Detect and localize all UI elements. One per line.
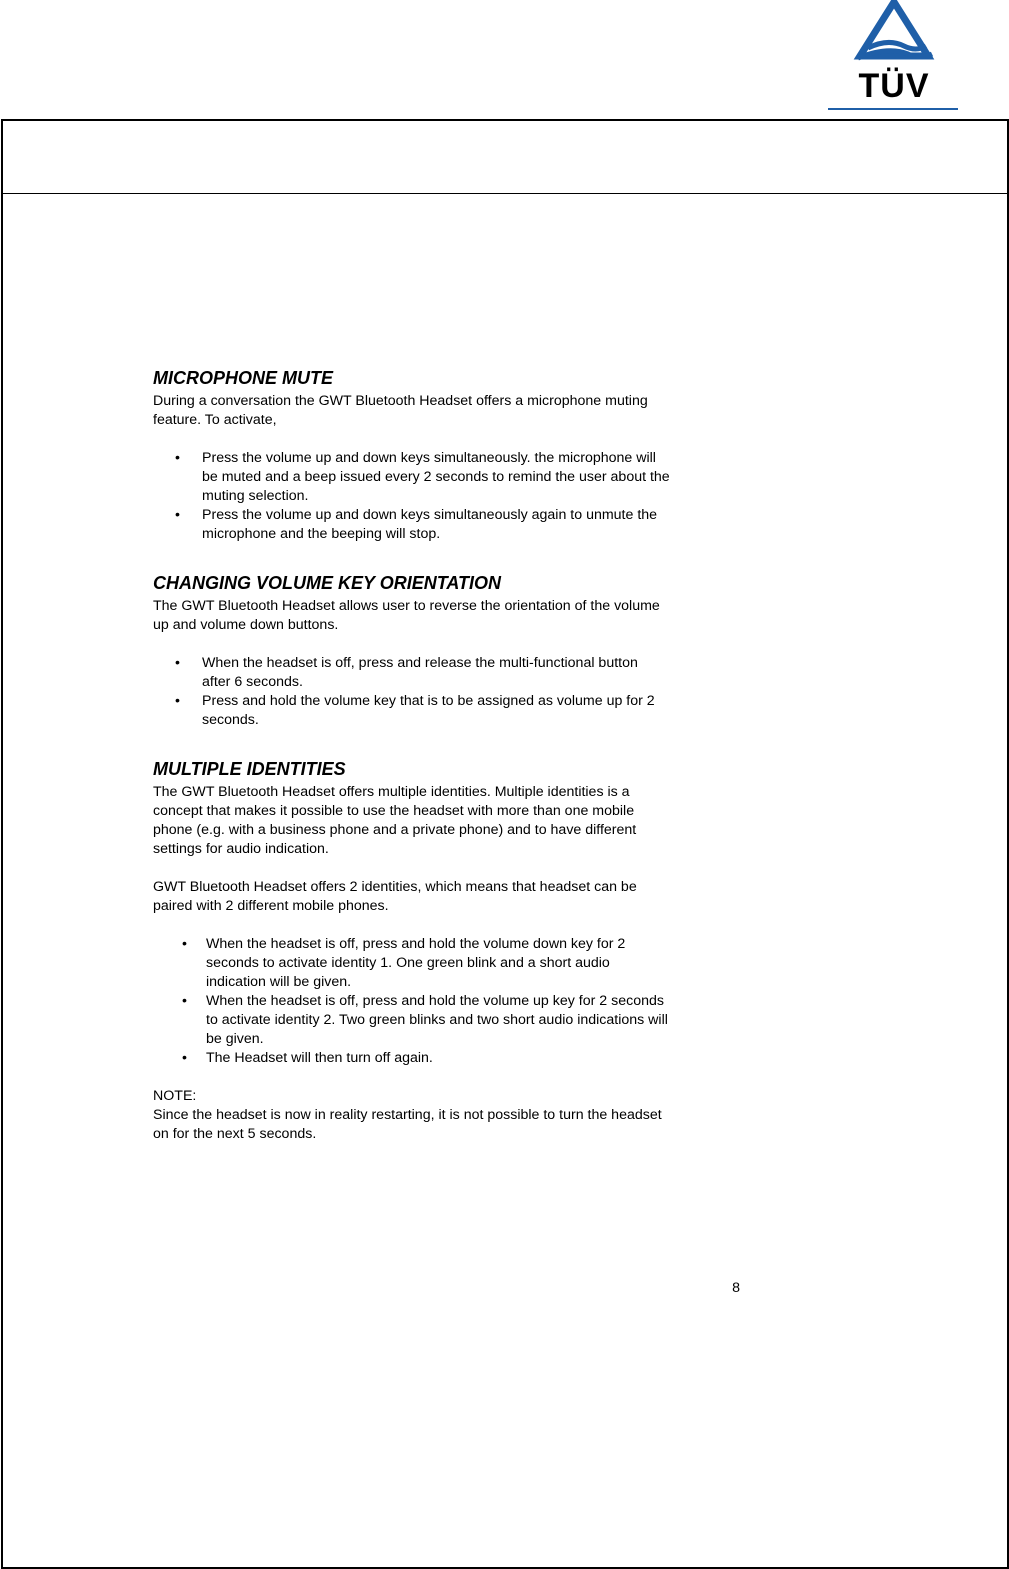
- bullet-list: [153, 449, 753, 544]
- bullet-icon: •: [175, 655, 180, 671]
- paragraph-line: concept that makes it possible to use the headset with more than one mobile: [153, 803, 635, 819]
- tuv-logo: [828, 0, 960, 112]
- header-band: [3, 121, 1007, 194]
- bullet-icon: •: [182, 993, 187, 1009]
- bullet-icon: •: [182, 1050, 187, 1066]
- bullet-icon: •: [182, 936, 187, 952]
- bullet-icon: •: [175, 693, 180, 709]
- tuv-logo-text: TÜV: [858, 67, 930, 105]
- paragraph-line: paired with 2 different mobile phones.: [153, 898, 389, 914]
- section-microphone-mute: [153, 366, 753, 544]
- bullet-list: [153, 654, 753, 730]
- list-item: • Press the volume up and down keys simultaneously again to unmute the microphone and the beeping will stop.: [175, 507, 658, 542]
- paragraph-line: The GWT Bluetooth Headset offers multiple identities. Multiple identities is a: [153, 784, 630, 800]
- list-item: • Press the volume up and down keys simultaneously. the microphone will be muted and a beep issued every 2 seconds to remind the user about the muting selection.: [175, 450, 670, 504]
- note-line: Since the headset is now in reality restarting, it is not possible to turn the headset: [153, 1107, 662, 1123]
- section-multiple-identities: [153, 757, 753, 1144]
- section-heading: MULTIPLE IDENTITIES: [153, 759, 346, 779]
- paragraph-line: settings for audio indication.: [153, 841, 329, 857]
- section-volume-key-orientation: [153, 571, 753, 730]
- list-item: • When the headset is off, press and release the multi-functional button after 6 seconds.: [175, 655, 638, 690]
- bullet-icon: •: [175, 450, 180, 466]
- document-body: [153, 366, 753, 1144]
- section-heading: CHANGING VOLUME KEY ORIENTATION: [153, 573, 502, 593]
- note-line: on for the next 5 seconds.: [153, 1126, 317, 1142]
- paragraph-line: GWT Bluetooth Headset offers 2 identities, which means that headset can be: [153, 879, 637, 895]
- bullet-icon: •: [175, 507, 180, 523]
- list-item: • The Headset will then turn off again.: [182, 1050, 433, 1066]
- paragraph-line: The GWT Bluetooth Headset allows user to reverse the orientation of the volume: [153, 598, 660, 614]
- paragraph-line: phone (e.g. with a business phone and a private phone) and to have different: [153, 822, 637, 838]
- logo-underline: [828, 108, 958, 110]
- note-label: NOTE:: [153, 1088, 197, 1104]
- list-item: • Press and hold the volume key that is to be assigned as volume up for 2 seconds.: [175, 693, 655, 728]
- list-item: • When the headset is off, press and hold the volume down key for 2 seconds to activate identity 1. One green blink and a short audio indication will be given.: [182, 936, 626, 990]
- list-item: • When the headset is off, press and hold the volume up key for 2 seconds to activate identity 2. Two green blinks and two short audio indications will be given.: [182, 993, 668, 1047]
- tuv-triangle-icon: [828, 0, 960, 66]
- paragraph-line: up and volume down buttons.: [153, 617, 339, 633]
- bullet-list: [153, 935, 753, 1068]
- page-number: 8: [732, 1280, 740, 1296]
- paragraph-line: During a conversation the GWT Bluetooth Headset offers a microphone muting: [153, 393, 648, 409]
- paragraph-line: feature. To activate,: [153, 412, 277, 428]
- section-heading: MICROPHONE MUTE: [153, 368, 333, 388]
